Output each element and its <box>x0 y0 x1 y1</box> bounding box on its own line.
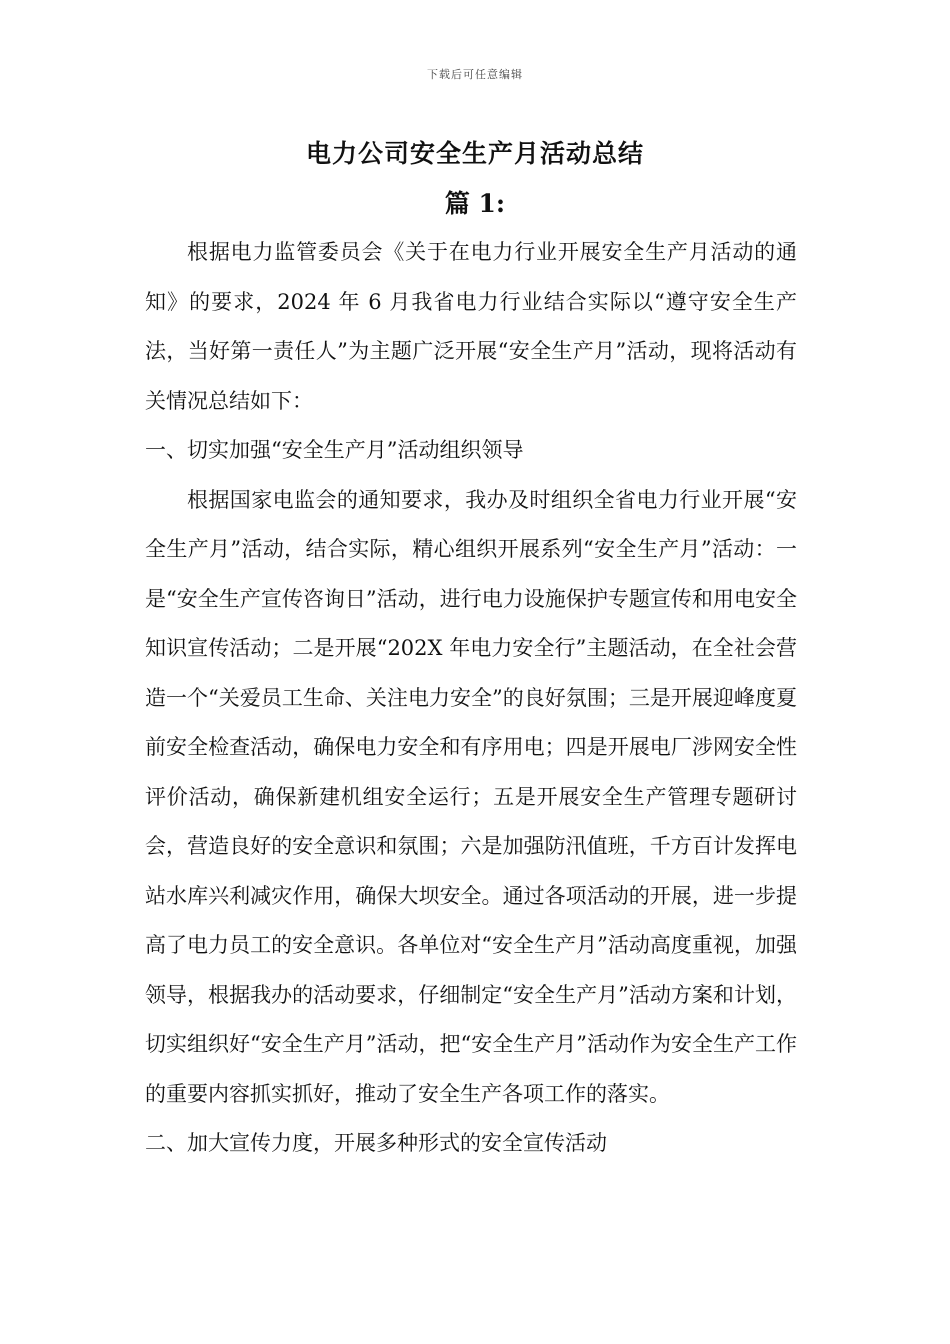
document-body <box>145 228 797 1169</box>
header-note: 下载后可任意编辑 <box>427 68 523 81</box>
section-heading-1: 一、切实加强“安全生产月”活动组织领导 <box>145 438 524 462</box>
section-heading-2: 二、加大宣传力度，开展多种形式的安全宣传活动 <box>145 1131 607 1155</box>
document-subtitle: 篇 1: <box>444 189 506 218</box>
intro-paragraph: 根据电力监管委员会《关于在电力行业开展安全生产月活动的通知》的要求，2024 年 6 月我省电力行业结合实际以“遵守安全生产法，当好第一责任人”为主题广泛开展“安全生产月”活动，现将活动有关情况总结如下： <box>145 240 797 413</box>
section-1-paragraph: 根据国家电监会的通知要求，我办及时组织全省电力行业开展“安全生产月”活动，结合实际，精心组织开展系列“安全生产月”活动：一是“安全生产宣传咨询日”活动，进行电力设施保护专题宣传和用电安全知识宣传活动；二是开展“202X 年电力安全行”主题活动，在全社会营造一个“关爱员工生命、关注电力安全”的良好氛围；三是开展迎峰度夏前安全检查活动，确保电力安全和有序用电；四是开展电厂涉网安全性评价活动，确保新建机组安全运行；五是开展安全生产管理专题研讨会，营造良好的安全意识和氛围；六是加强防汛值班，千方百计发挥电站水库兴利减灾作用，确保大坝安全。通过各项活动的开展，进一步提高了电力员工的安全意识。各单位对“安全生产月”活动高度重视，加强领导，根据我办的活动要求，仔细制定“安全生产月”活动方案和计划，切实组织好“安全生产月”活动，把“安全生产月”活动作为安全生产工作的重要内容抓实抓好，推动了安全生产各项工作的落实。 <box>145 487 797 1106</box>
document-title: 电力公司安全生产月活动总结 <box>305 139 644 168</box>
